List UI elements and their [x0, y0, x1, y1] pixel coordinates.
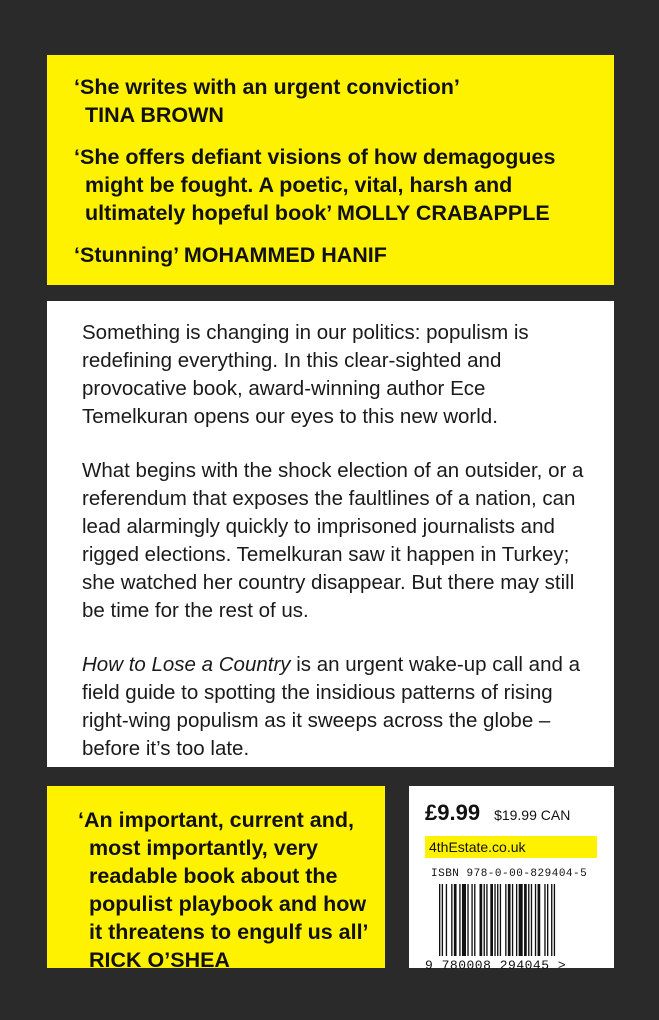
quote-line: most importantly, very	[89, 836, 318, 860]
quote-tina-brown	[74, 73, 594, 129]
barcode-icon	[439, 884, 609, 956]
quote-attribution: TINA BROWN	[85, 103, 224, 127]
quote-line: it threatens to engulf us all’	[89, 920, 369, 944]
quote-text: ‘She offers defiant visions of how demagogues	[74, 145, 556, 169]
blurb-paragraph-1: Something is changing in our politics: populism is redefining everything. In this clear-sighted and provocative book, award-winning author Ece Temelkuran opens our eyes to this new world.	[82, 321, 529, 428]
quote-line: readable book about the	[89, 864, 338, 888]
quote-molly-crabapple	[74, 143, 594, 227]
quote-rick-oshea	[78, 806, 375, 974]
blurb-panel	[47, 301, 614, 767]
quote-line: ‘An important, current and,	[78, 808, 354, 832]
book-title: How to Lose a Country	[82, 653, 291, 676]
blurb-paragraph-3-text: is an urgent wake-up call and a field guide to spotting the insidious patterns of rising right-wing populism as it sweeps across the globe – before it’s too late.	[82, 653, 580, 760]
quote-line: populist playbook and how	[89, 892, 367, 916]
price-gbp: £9.99	[425, 800, 481, 825]
quote-attribution: RICK O’SHEA	[89, 948, 230, 972]
quote-mohammed-hanif	[74, 241, 594, 269]
price-can: $19.99 CAN	[494, 807, 571, 823]
quote-line: ultimately hopeful book’ MOLLY CRABAPPLE	[85, 201, 550, 225]
barcode-digits: 9 780008 294045 >	[425, 958, 567, 973]
quote-text: ‘Stunning’ MOHAMMED HANIF	[74, 243, 387, 267]
price-row	[425, 800, 604, 826]
top-quotes-panel	[47, 55, 614, 285]
isbn-text: ISBN 978-0-00-829404-5	[431, 868, 588, 880]
barcode-panel	[409, 786, 614, 973]
bottom-quote-panel	[47, 786, 385, 972]
publisher-website: 4thEstate.co.uk	[425, 836, 597, 858]
quote-line: might be fought. A poetic, vital, harsh and	[85, 173, 513, 197]
blurb-paragraph-3	[82, 651, 594, 763]
barcode-area	[425, 884, 604, 974]
quote-text: ‘She writes with an urgent conviction’	[74, 75, 460, 99]
blurb-paragraph-2: What begins with the shock election of an outsider, or a referendum that exposes the faultlines of a nation, can lead alarmingly quickly to imprisoned journalists and rigged elections. Temelkuran saw it happen in Turkey; she watched her country disappear. But there may still be time for the rest of us.	[82, 459, 584, 622]
